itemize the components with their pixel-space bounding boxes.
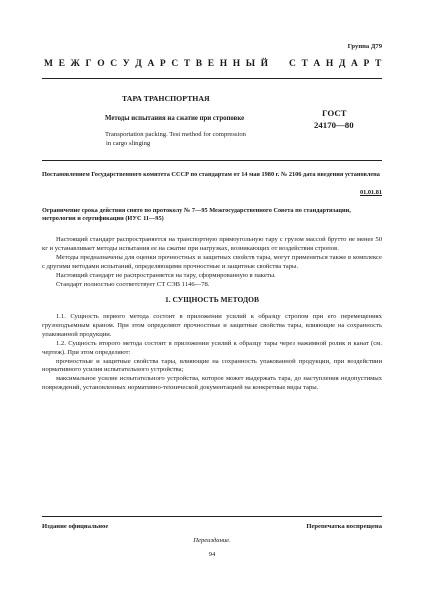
gost-label: ГОСТ [322, 108, 347, 118]
heading-letter: Н [325, 59, 334, 69]
english-title-line: Transportation packing. Test method for compression [105, 131, 246, 138]
paragraph: Стандарт полностью соответствует СТ СЭВ 1146—78. [56, 280, 210, 288]
paragraph: максимальное усилие испытательного устройства, которое может выдержать тара, до наступления недопустимых повреждений, установленных нормативно-технической документацией на конкретные виды тары. [42, 375, 382, 392]
paragraph: Методы предназначены для оценки прочностных и защитных свойств тары, могут применяться также в комплексе с другими методами испытаний, определяющими прочностные и защитные свойства тары. [42, 253, 382, 270]
heading-letter: Р [159, 59, 167, 69]
title-rule [42, 160, 382, 161]
heading-letter: Ж [70, 59, 81, 69]
gost-number: 24170—80 [314, 120, 354, 130]
intro-text [42, 236, 382, 289]
paragraph: 1.2. Сущность второго метода состоит в приложении усилий к образцу тары через нажимной ролик и канат (см. чертеж). При этом определяют: [42, 339, 382, 356]
heading-letter: Т [374, 59, 382, 69]
heading-letter: Т [183, 59, 191, 69]
classification-group: Группа Д79 [347, 43, 382, 50]
section-text [42, 313, 382, 393]
heading-letter: Ы [245, 59, 256, 69]
page-number: 94 [208, 551, 216, 558]
heading-letter: Д [135, 59, 143, 69]
paragraph: прочностные и защитные свойства тары, влияющие на сохранность упакованной продукции, при воздействии нормативного усилия испытательного устройства; [42, 357, 382, 374]
effective-date: 01.01.81 [359, 189, 382, 196]
heading-letter: М [44, 59, 54, 69]
standard-type-heading [44, 59, 382, 69]
heading-letter: Г [85, 59, 93, 69]
limitation-note: Ограничение срока действия снято по протоколу № 7—95 Межгосударственного Совета по стандартизации, метрологии и сертификации (ИУС 11—95) [42, 207, 351, 223]
footer-rule [42, 516, 382, 517]
heading-letter: Е [207, 59, 215, 69]
document-title: ТАРА ТРАНСПОРТНАЯ [122, 94, 210, 103]
reprint-prohibited-label: Перепечатка воспрещена [306, 523, 382, 530]
decree-text: Постановлением Государственного комитета СССР по стандартам от 14 мая 1980 г. № 2106 дата введения установлена [42, 171, 380, 178]
english-title [105, 131, 270, 149]
heading-letter: Р [363, 59, 370, 69]
heading-letter: С [288, 59, 297, 69]
heading-letter: В [195, 59, 203, 69]
heading-letter: Н [219, 59, 228, 69]
section-heading: 1. СУЩНОСТЬ МЕТОДОВ [164, 295, 259, 304]
paragraph: Настоящий стандарт распространяется на транспортную прямоугольную тару с грузом массой брутто не менее 50 кг и устанавливает методы испытания ее на сжатие при нагрузках, возникающих от воздействия стропов. [42, 236, 382, 252]
paragraph: 1.1. Сущность первого метода состоит в приложении усилий к образцу стропом при его перемещениях грузоподъемным краном. При этом определяют прочностные и защитные свойства тары, влияющие на сохранность упакованной продукции. [42, 313, 382, 338]
reissue-note: Переиздание. [193, 537, 231, 544]
heading-letter: Д [338, 59, 346, 69]
heading-letter: А [313, 59, 321, 69]
paragraph: Настоящий стандарт не распространяется на тару, сформированную в пакеты. [56, 271, 276, 279]
heading-letter: Т [301, 59, 309, 69]
heading-letter: Н [232, 59, 241, 69]
heading-letter: Й [260, 59, 269, 69]
official-edition-label: Издание официальное [42, 523, 109, 530]
heading-letter: А [147, 59, 155, 69]
heading-letter: А [351, 59, 359, 69]
header-rule [42, 78, 382, 79]
heading-letter: С [171, 59, 179, 69]
heading-letter: О [97, 59, 106, 69]
heading-letter: Е [58, 59, 66, 69]
document-subtitle: Методы испытания на сжатие при строповке [105, 115, 245, 122]
heading-letter: С [110, 59, 118, 69]
heading-letter: У [122, 59, 131, 69]
english-title-line: in cargo slinging [106, 139, 151, 147]
